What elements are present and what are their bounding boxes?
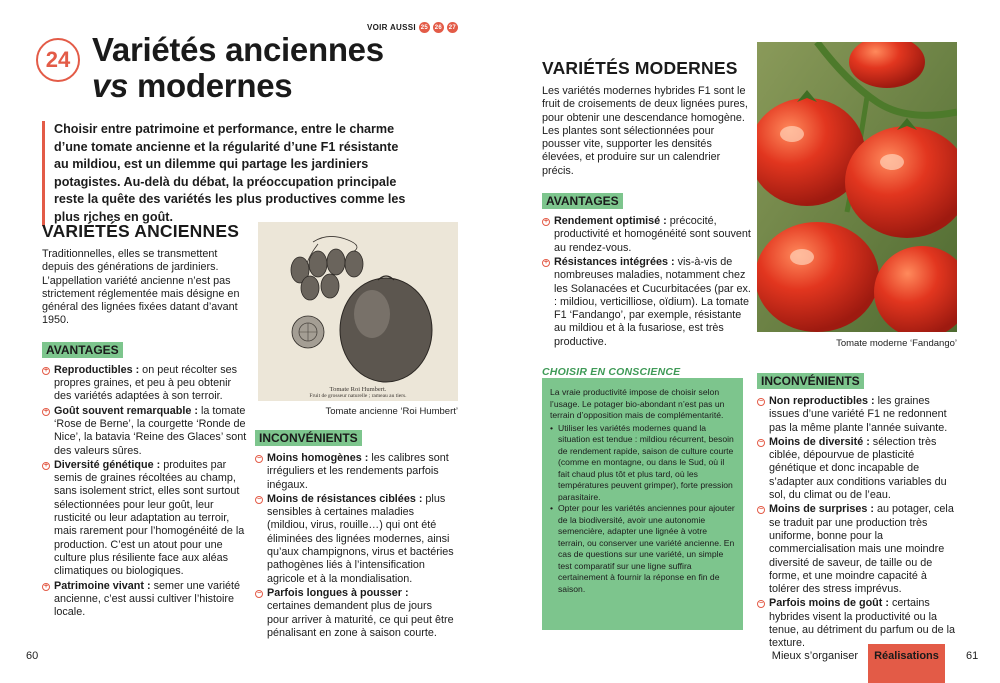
modernes-heading: VARIÉTÉS MODERNES: [542, 58, 738, 78]
chapter-number: 24: [36, 38, 80, 82]
plus-icon: +: [43, 366, 49, 374]
minus-icon: −: [256, 589, 262, 597]
conscience-title: CHOISIR EN CONSCIENCE: [542, 366, 681, 378]
plus-icon: +: [543, 258, 549, 266]
minus-icon: −: [256, 455, 262, 462]
list-item: + Goût souvent remarquable : la tomate ‘Rose de Berne’, la courgette ‘Ronde de Nice’, la batavia ‘Reine des Glaces’ sont des valeurs sûres.: [43, 404, 247, 457]
list-item: − Moins de diversité : sélection très ciblée, dépourvue de plasticité génétique et donc incapable de s’adapter aux conditions variables du sol, du climat ou de l’eau.: [758, 435, 947, 502]
fandango-photo: [757, 42, 957, 332]
anciennes-inconvenients-label: INCONVÉNIENTS: [255, 430, 362, 446]
minus-icon: −: [758, 506, 764, 514]
minus-icon: −: [256, 495, 262, 503]
modernes-inconvenients-list: [757, 395, 957, 651]
anciennes-text: Traditionnelles, elles se transmettent depuis des générations de jardiniers. L’appellation variété ancienne n’est pas strictement réglementée mais désigne en général des lignées fixées datant d’avant 1950.: [42, 248, 240, 327]
roi-humbert-illustration: [258, 222, 458, 401]
modernes-avantages-label: AVANTAGES: [542, 193, 623, 209]
ref-link-25[interactable]: 25: [419, 22, 430, 33]
modernes-avantages-list: [542, 215, 752, 349]
title-vs: vs: [92, 67, 129, 104]
anciennes-inconvenients-list: [255, 452, 455, 640]
minus-icon: −: [758, 600, 764, 608]
minus-icon: −: [758, 438, 764, 446]
plus-icon: +: [43, 407, 49, 415]
list-item: + Résistances intégrées : vis-à-vis de nombreuses maladies, notamment chez les Solanacées et Cucurbitacées (par ex. : mildiou, verticilliose, oïdium). La tomate F1 ‘Fandango’, par exemple, résistante au mildiou et à la fusariose, est très productive.: [543, 255, 751, 348]
title-modernes: modernes: [128, 67, 293, 104]
page-number-right: 61: [966, 650, 979, 662]
anciennes-inconvenients: [255, 429, 455, 641]
conscience-box: [542, 378, 743, 630]
plus-icon: +: [43, 582, 49, 590]
conscience-intro: La vraie productivité impose de choisir selon l’usage. Le potager bio-abondant n’est pas un terrain d’opposition mais de complémentarité.: [550, 387, 725, 420]
anciennes-avantages-label: AVANTAGES: [42, 342, 123, 358]
page-number-left: 60: [26, 650, 39, 662]
minus-icon: −: [758, 398, 764, 405]
list-item: + Reproductibles : on peut récolter ses propres graines, et peu à peu obtenir des variétés adaptées à son terroir.: [43, 363, 238, 403]
title-line-2: [92, 68, 384, 104]
list-item: − Parfois longues à pousser : certaines demandent plus de jours pour arriver à maturité, ce qui peut être pénalisant en zone à saison courte.: [256, 586, 454, 639]
anciennes-caption: Tomate ancienne ‘Roi Humbert’: [325, 406, 458, 417]
list-item: + Diversité génétique : produites par semis de graines récoltées au champ, sans isolement strict, elles sont surtout sélectionnées pour leur goût, leur rusticité ou leur adaptation au terroir, mais rarement pour l’homogénéité de la production. C’est un atout pour une culture plus résiliente face aux aléas climatiques ou biologiques.: [43, 458, 245, 578]
title-line-1: Variétés anciennes: [92, 31, 384, 68]
intro-paragraph: Choisir entre patrimoine et performance, entre le charme d’une tomate ancienne et la régularité d’une F1 résistante au mildiou, est un dilemme qui partage les jardiniers potagistes. Au-delà du débat, la préoccupation principale reste la quête des variétés les plus productives comme les plus riches en goût.: [42, 121, 410, 226]
engraving-label: Tomate Roi Humbert.: [329, 386, 387, 393]
modernes-text: Les variétés modernes hybrides F1 sont le fruit de croisements de deux lignées pures, pour obtenir une descendance homogène. Les plantes sont sélectionnées pour pousser vite, supporter les densités élevées, et produire sur un calendrier précis.: [542, 85, 748, 177]
anciennes-column: [42, 221, 247, 620]
voir-aussi-label: VOIR AUSSI: [367, 23, 416, 32]
modernes-inconvenients: [757, 372, 957, 652]
tab-realisations[interactable]: Réalisations: [874, 650, 939, 662]
list-item: + Patrimoine vivant : semer une variété ancienne, c’est aussi cultiver l’histoire locale.: [43, 579, 241, 619]
page-title: [92, 32, 384, 104]
list-item: − Moins de résistances ciblées : plus sensibles à certaines maladies (mildiou, virus, rouille…) qui ont été éliminées des lignées modernes, ainsi qu’aux champignons, virus et bactéries pathogènes liés à l’intensification agricole et à la mondialisation.: [256, 492, 454, 585]
footer-section[interactable]: Mieux s’organiser: [771, 650, 858, 662]
modernes-column: [542, 58, 752, 350]
modernes-inconvenients-label: INCONVÉNIENTS: [757, 373, 864, 389]
conscience-list: [550, 423, 735, 596]
list-item: − Moins homogènes : les calibres sont irréguliers et les rendements parfois inégaux.: [256, 452, 449, 491]
list-item: − Parfois moins de goût : certains hybrides visent la productivité ou la tenue, au détriment du parfum ou de la texture.: [758, 597, 956, 650]
anciennes-avantages-list: [42, 364, 247, 620]
modernes-caption: Tomate moderne ‘Fandango’: [836, 338, 957, 349]
plus-icon: +: [543, 218, 549, 226]
ref-link-27[interactable]: 27: [447, 22, 458, 33]
list-item: • Utiliser les variétés modernes quand la situation est tendue : mildiou récurrent, besoin de rendement rapide, saison de culture courte (comme en montagne, ou dans le Sud, où il fait chaud plus tôt et plus tard, où les températures peuvent grimper), forte pression parasitaire.: [550, 423, 735, 504]
list-item: • Opter pour les variétés anciennes pour ajouter de la biodiversité, avoir une autonomie semencière, adapter une lignée à votre terrain, ou conserver une variété ancienne. En cas de questions sur une variété, un simple test comparatif sur une ligne suffira certainement à fournir la réponse en fin de saison.: [550, 503, 735, 595]
ref-link-26[interactable]: 26: [433, 22, 444, 33]
list-item: − Non reproductibles : les graines issues d’une variété F1 ne redonnent pas la même plante l’année suivante.: [758, 395, 948, 434]
list-item: − Moins de surprises : au potager, cela se traduit par une production très uniforme, bonne pour la commercialisation mais une moindre diversité de saveur, de taille ou de forme, et une moindre capacité à tolérer des stress imprévus.: [758, 503, 954, 596]
plus-icon: +: [43, 461, 49, 469]
tomato-engraving-icon: [258, 222, 458, 401]
engraving-sublabel: Fruit de grosseur naturelle ; rameau au tiers.: [309, 393, 407, 399]
anciennes-heading: VARIÉTÉS ANCIENNES: [42, 221, 240, 241]
tomato-photo-icon: [757, 42, 957, 332]
list-item: + Rendement optimisé : précocité, productivité et homogénéité sont souvent au rendez-vous.: [543, 215, 751, 254]
